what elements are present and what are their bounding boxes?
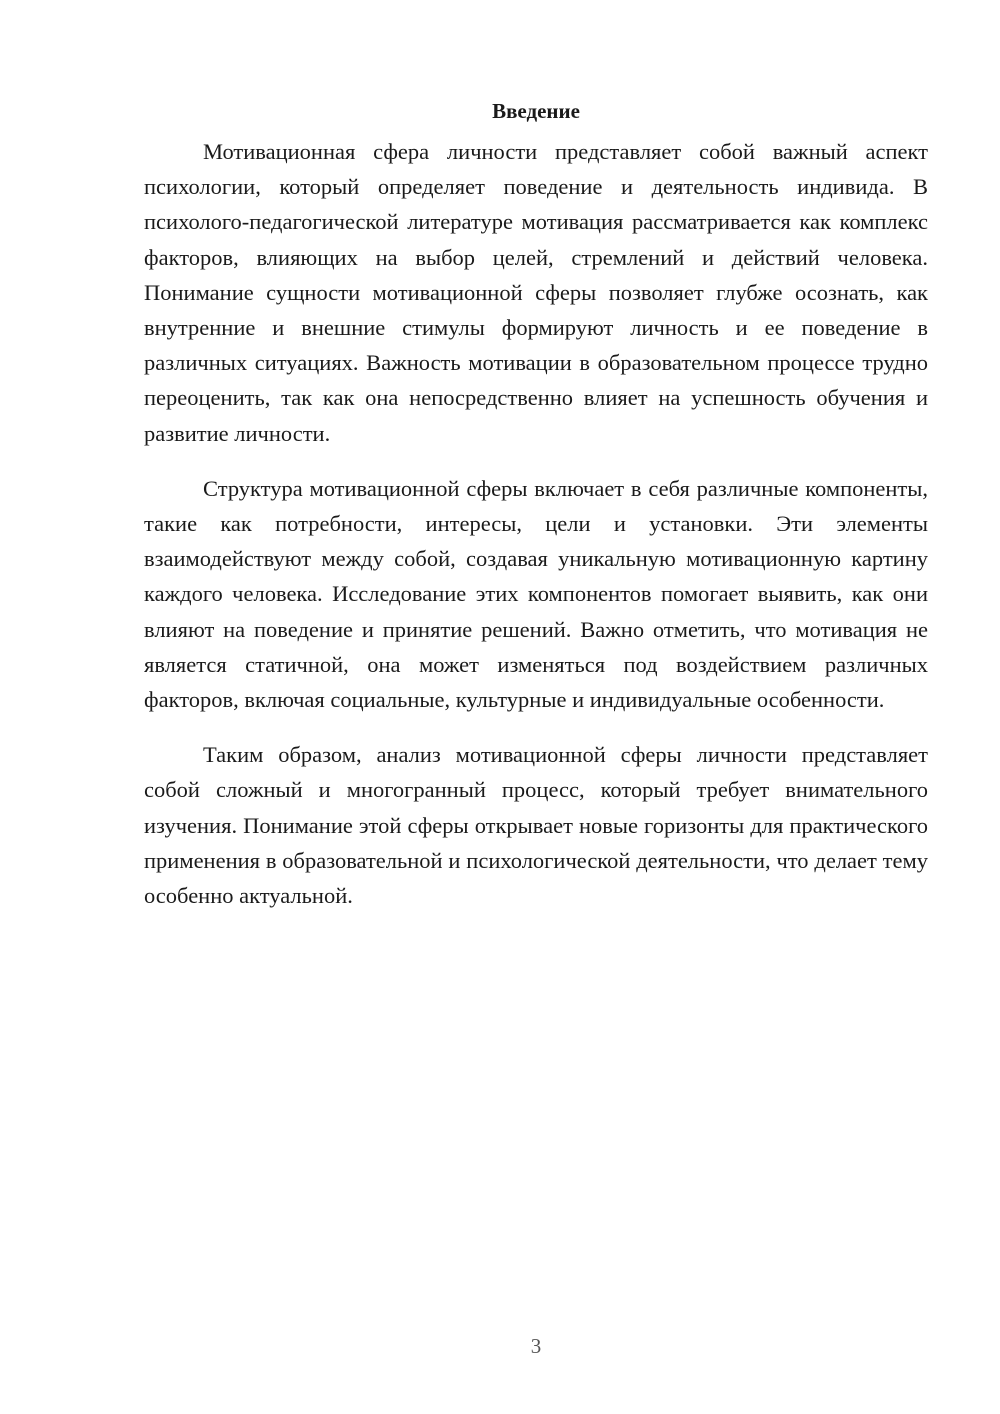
page-content — [144, 96, 928, 913]
paragraph-3: Таким образом, анализ мотивационной сферы личности представляет собой сложный и многогранный процесс, который требует внимательного изучения. Понимание этой сферы открывает новые горизонты для практического применения в образовательной и психологической деятельности, что делает тему особенно актуальной. — [144, 742, 928, 909]
page-number: 3 — [530, 1334, 542, 1358]
section-heading: Введение — [492, 99, 580, 123]
paragraph-2: Структура мотивационной сферы включает в себя различные компоненты, такие как потребности, интересы, цели и установки. Эти элементы взаимодействуют между собой, создавая уникальную мотивационную картину каждого человека. Исследование этих компонентов помогает выявить, как они влияют на поведение и принятие решений. Важно отметить, что мотивация не является статичной, она может изменяться под воздействием различных факторов, включая социальные, культурные и индивидуальные особенности. — [144, 475, 928, 713]
paragraph-1: Мотивационная сфера личности представляет собой важный аспект психологии, который определяет поведение и деятельность индивида. В психолого-педагогической литературе мотивация рассматривается как комплекс факторов, влияющих на выбор целей, стремлений и действий человека. Понимание сущности мотивационной сферы позволяет глубже осознать, как внутренние и внешние стимулы формируют личность и ее поведение в различных ситуациях. Важность мотивации в образовательном процессе трудно переоценить, так как она непосредственно влияет на успешность обучения и развитие личности. — [144, 139, 928, 446]
